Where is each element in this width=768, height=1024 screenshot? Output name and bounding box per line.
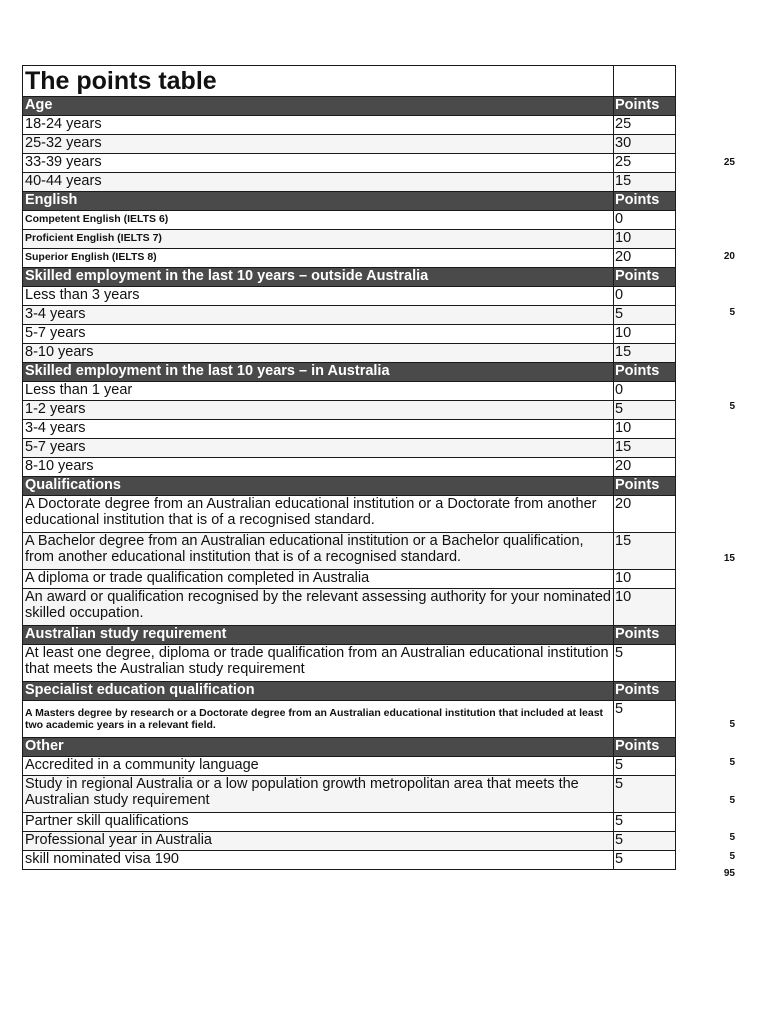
points-table	[22, 65, 676, 870]
selected-points: 5	[729, 795, 735, 806]
points-value: 5	[614, 813, 676, 832]
selected-points: 20	[723, 251, 735, 262]
points-value: 5	[614, 776, 676, 813]
section-header: Other	[23, 738, 614, 757]
criterion-label: 5-7 years	[23, 325, 614, 344]
section-header: Qualifications	[23, 477, 614, 496]
criterion-label: skill nominated visa 190	[23, 851, 614, 870]
points-value: 5	[614, 306, 676, 325]
points-value: 25	[614, 116, 676, 135]
table-row	[23, 533, 676, 570]
criterion-label: A diploma or trade qualification completed in Australia	[23, 570, 614, 589]
criterion-label: Less than 1 year	[23, 382, 614, 401]
section-header: English	[23, 192, 614, 211]
table-row	[23, 701, 676, 738]
points-value: 30	[614, 135, 676, 154]
section-header: Skilled employment in the last 10 years – in Australia	[23, 363, 614, 382]
points-column-header: Points	[614, 738, 676, 757]
table-row	[23, 570, 676, 589]
table-row	[23, 154, 676, 173]
criterion-label: 40-44 years	[23, 173, 614, 192]
points-value: 20	[614, 458, 676, 477]
selected-points: 25	[723, 157, 735, 168]
section-header-row	[23, 477, 676, 496]
table-row	[23, 344, 676, 363]
table-row	[23, 230, 676, 249]
points-value: 10	[614, 230, 676, 249]
points-value: 5	[614, 401, 676, 420]
selected-points: 15	[723, 553, 735, 564]
table-row	[23, 776, 676, 813]
selected-points: 5	[729, 832, 735, 843]
section-header-row	[23, 268, 676, 287]
table-row	[23, 496, 676, 533]
points-value: 5	[614, 701, 676, 738]
points-value: 20	[614, 249, 676, 268]
criterion-label: 5-7 years	[23, 439, 614, 458]
points-value: 0	[614, 382, 676, 401]
points-value: 25	[614, 154, 676, 173]
points-value: 10	[614, 325, 676, 344]
section-header-row	[23, 97, 676, 116]
criterion-label: 18-24 years	[23, 116, 614, 135]
section-header-row	[23, 192, 676, 211]
criterion-label: Accredited in a community language	[23, 757, 614, 776]
points-value: 0	[614, 211, 676, 230]
points-value: 15	[614, 439, 676, 458]
points-column-header: Points	[614, 477, 676, 496]
criterion-label: Professional year in Australia	[23, 832, 614, 851]
table-row	[23, 325, 676, 344]
total-points: 95	[723, 868, 735, 879]
table-row	[23, 757, 676, 776]
criterion-label: Partner skill qualifications	[23, 813, 614, 832]
title-points-cell	[614, 66, 676, 97]
section-header: Specialist education qualification	[23, 682, 614, 701]
title-row	[23, 66, 676, 97]
table-row	[23, 135, 676, 154]
criterion-label: A Bachelor degree from an Australian educational institution or a Bachelor qualification, from another educational institution that is of a recognised standard.	[23, 533, 614, 570]
points-value: 15	[614, 173, 676, 192]
table-row	[23, 589, 676, 626]
points-value: 10	[614, 589, 676, 626]
table-row	[23, 439, 676, 458]
criterion-label: Superior English (IELTS 8)	[23, 249, 614, 268]
section-header: Age	[23, 97, 614, 116]
criterion-label: An award or qualification recognised by the relevant assessing authority for your nominated skilled occupation.	[23, 589, 614, 626]
criterion-label: A Masters degree by research or a Doctorate degree from an Australian educational institution that included at least two academic years in a relevant field.	[23, 701, 614, 738]
points-column-header: Points	[614, 682, 676, 701]
criterion-label: A Doctorate degree from an Australian educational institution or a Doctorate from another educational institution that is of a recognised standard.	[23, 496, 614, 533]
criterion-label: At least one degree, diploma or trade qualification from an Australian educational institution that meets the Australian study requirement	[23, 645, 614, 682]
points-value: 0	[614, 287, 676, 306]
criterion-label: 1-2 years	[23, 401, 614, 420]
selected-points: 5	[729, 757, 735, 768]
criterion-label: 8-10 years	[23, 344, 614, 363]
table-row	[23, 420, 676, 439]
selected-points: 5	[729, 307, 735, 318]
points-value: 5	[614, 851, 676, 870]
selected-points: 5	[729, 719, 735, 730]
criterion-label: Study in regional Australia or a low population growth metropolitan area that meets the Australian study requirement	[23, 776, 614, 813]
points-column-header: Points	[614, 626, 676, 645]
points-value: 20	[614, 496, 676, 533]
points-column-header: Points	[614, 363, 676, 382]
section-header: Skilled employment in the last 10 years – outside Australia	[23, 268, 614, 287]
table-row	[23, 645, 676, 682]
table-row	[23, 306, 676, 325]
table-row	[23, 832, 676, 851]
points-column-header: Points	[614, 97, 676, 116]
criterion-label: 25-32 years	[23, 135, 614, 154]
section-header: Australian study requirement	[23, 626, 614, 645]
points-value: 10	[614, 570, 676, 589]
table-row	[23, 401, 676, 420]
criterion-label: Less than 3 years	[23, 287, 614, 306]
points-column-header: Points	[614, 268, 676, 287]
table-row	[23, 813, 676, 832]
criterion-label: 3-4 years	[23, 420, 614, 439]
criterion-label: Proficient English (IELTS 7)	[23, 230, 614, 249]
table-row	[23, 211, 676, 230]
table-row	[23, 249, 676, 268]
table-row	[23, 116, 676, 135]
criterion-label: 3-4 years	[23, 306, 614, 325]
selected-points: 5	[729, 401, 735, 412]
table-row	[23, 287, 676, 306]
criterion-label: 33-39 years	[23, 154, 614, 173]
table-row	[23, 382, 676, 401]
points-value: 5	[614, 757, 676, 776]
section-header-row	[23, 738, 676, 757]
selected-points: 5	[729, 851, 735, 862]
criterion-label: Competent English (IELTS 6)	[23, 211, 614, 230]
points-value: 15	[614, 344, 676, 363]
points-value: 5	[614, 645, 676, 682]
points-value: 10	[614, 420, 676, 439]
points-column-header: Points	[614, 192, 676, 211]
criterion-label: 8-10 years	[23, 458, 614, 477]
section-header-row	[23, 682, 676, 701]
table-row	[23, 458, 676, 477]
section-header-row	[23, 363, 676, 382]
section-header-row	[23, 626, 676, 645]
points-value: 15	[614, 533, 676, 570]
table-title: The points table	[23, 66, 614, 97]
table-row	[23, 851, 676, 870]
points-value: 5	[614, 832, 676, 851]
table-row	[23, 173, 676, 192]
